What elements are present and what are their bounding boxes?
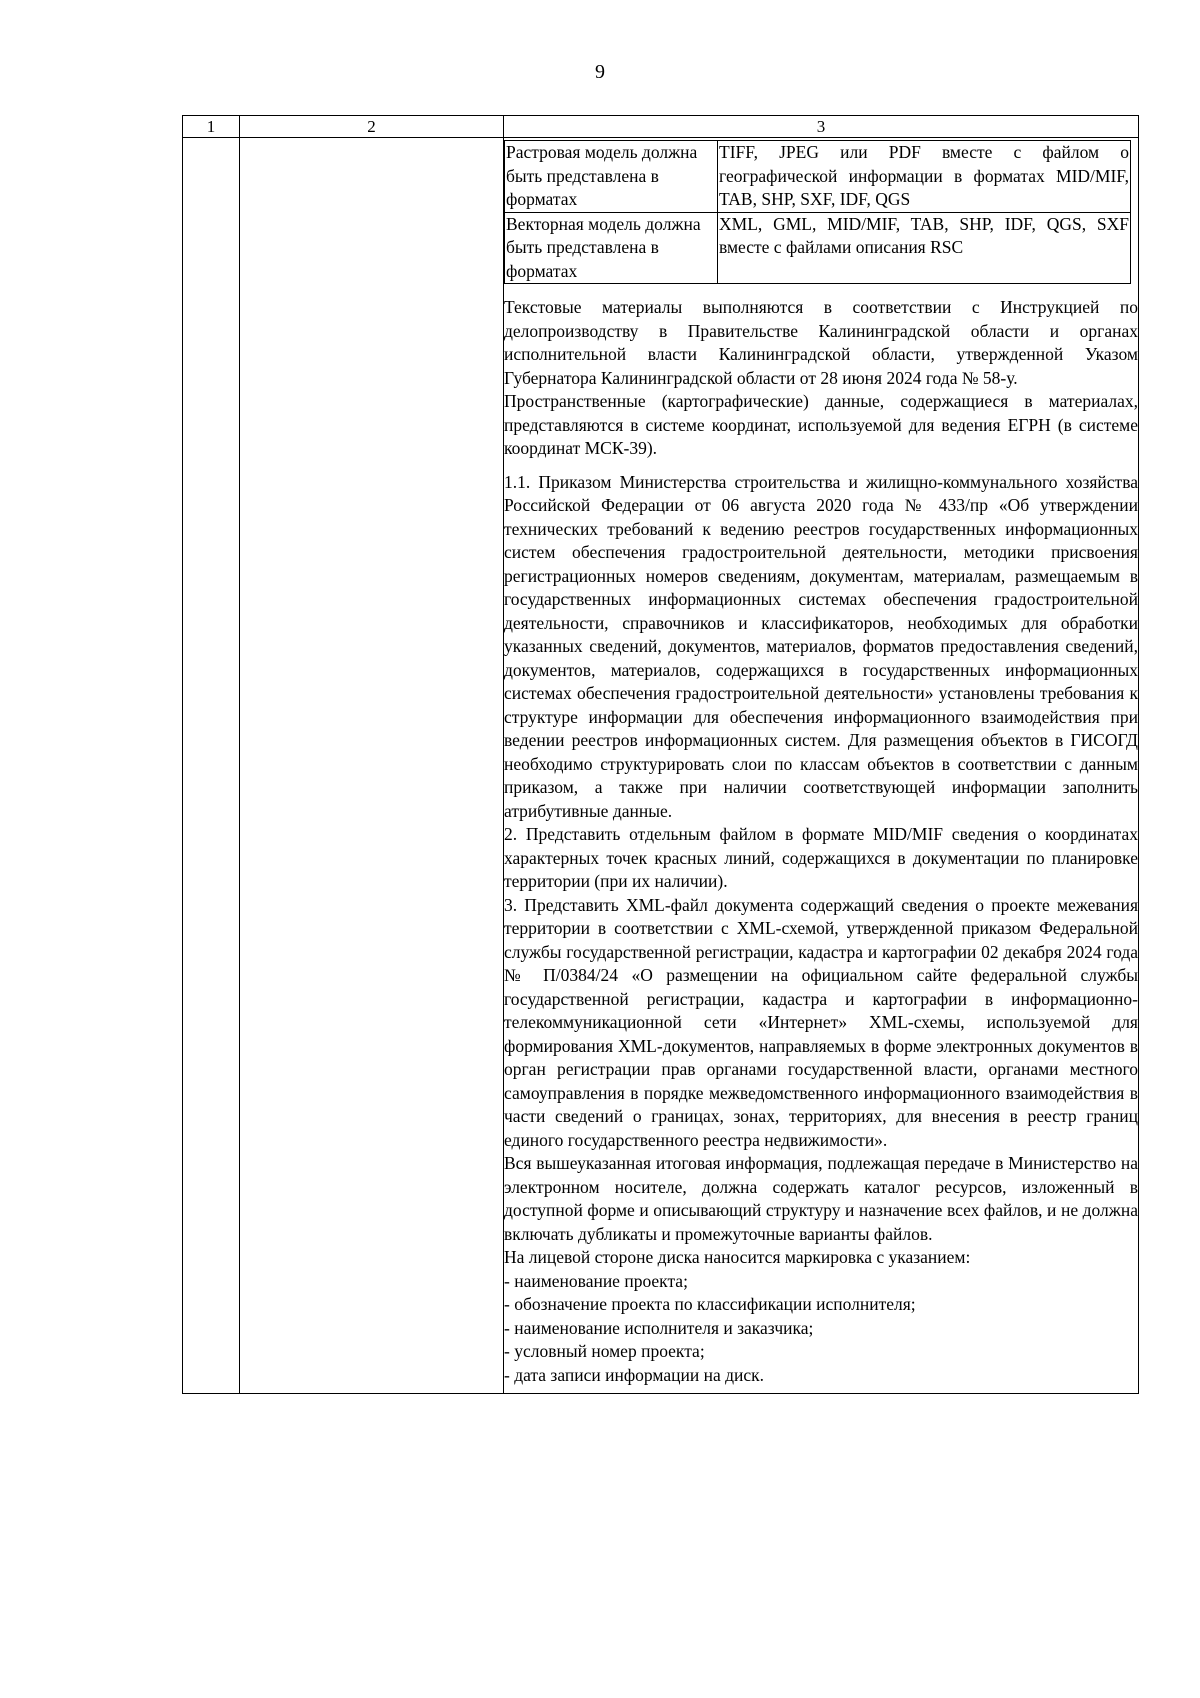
list-item: - дата записи информации на диск. bbox=[504, 1364, 765, 1385]
paragraph: Вся вышеуказанная итоговая информация, подлежащая передаче в Министерство на электронном носителе, должна содержать каталог ресурсов, изложенный в доступной форме и описывающий структуру и назначение всех файлов, и не должна включать дубликаты и промежуточные варианты файлов. bbox=[504, 1153, 1138, 1244]
paragraph: 2. Представить отдельным файлом в формате MID/MIF сведения о координатах характерных точек красных линий, содержащихся в документации по планировке территории (при их наличии). bbox=[504, 824, 1138, 891]
paragraph: Текстовые материалы выполняются в соответствии с Инструкцией по делопроизводству в Правительстве Калининградской области и органах исполнительной власти Калининградской области, утвержденной Указом Губернатора Калининградской области от 28 июня 2024 года № 58-у. bbox=[504, 297, 1138, 388]
table-body-row bbox=[183, 138, 1139, 1394]
formats-table bbox=[504, 140, 1131, 284]
vector-format-value: XML, GML, MID/MIF, TAB, SHP, IDF, QGS, SXF вместе с файлами описания RSC bbox=[718, 212, 1131, 284]
formats-row-vector bbox=[505, 212, 1131, 284]
list-item: - наименование исполнителя и заказчика; bbox=[504, 1317, 814, 1338]
paragraph: На лицевой стороне диска наносится маркировка с указанием: bbox=[504, 1247, 971, 1267]
requirements-table bbox=[182, 115, 1139, 1394]
header-col-1: 1 bbox=[183, 116, 240, 138]
list-item: - условный номер проекта; bbox=[504, 1341, 705, 1361]
table-header-row bbox=[183, 116, 1139, 138]
raster-format-value: TIFF, JPEG или PDF вместе с файлом о географической информации в форматах MID/MIF, TAB, SHP, SXF, IDF, QGS bbox=[718, 141, 1131, 213]
page-number: 9 bbox=[595, 61, 605, 83]
paragraph: 1.1. Приказом Министерства строительства и жилищно-коммунального хозяйства Российской Федерации от 06 августа 2020 года № 433/пр «Об утверждении технических требований к ведению реестров государственных информационных систем обеспечения градостроительной деятельности, методики присвоения регистрационных номеров сведениям, документам, материалам, размещаемым в государственных информационных системах обеспечения градостроительной деятельности, справочников и классификаторов, необходимых для обработки указанных сведений, документов, материалов, форматов предоставления сведений, документов, материалов, содержащихся в государственных информационных системах обеспечения градостроительной деятельности» установлены требования к структуре информации для обеспечения информационного взаимодействия при ведении реестров информационных систем. Для размещения объектов в ГИСОГД необходимо структурировать слои по классам объектов в соответствии с данным приказом, а также при наличии соответствующей информации заполнить атрибутивные данные. bbox=[504, 471, 1138, 821]
list-item: - наименование проекта; bbox=[504, 1270, 688, 1291]
cell-bottom-spacing bbox=[504, 1387, 1138, 1393]
raster-format-label: Растровая модель должна быть представлена в форматах bbox=[505, 141, 718, 213]
vector-format-label: Векторная модель должна быть представлена в форматах bbox=[505, 212, 718, 284]
body-col-2 bbox=[240, 138, 504, 1394]
body-col-1 bbox=[183, 138, 240, 1394]
header-col-3: 3 bbox=[504, 116, 1139, 138]
formats-row-raster bbox=[505, 141, 1131, 213]
requirements-block bbox=[504, 471, 1138, 1388]
body-col-3 bbox=[504, 138, 1139, 1394]
paragraph: Пространственные (картографические) данные, содержащиеся в материалах, представляются в системе координат, используемой для ведения ЕГРН (в системе координат МСК-39). bbox=[504, 391, 1138, 458]
list-item: - обозначение проекта по классификации исполнителя; bbox=[504, 1294, 916, 1314]
paragraph: 3. Представить XML-файл документа содержащий сведения о проекте межевания территории в соответствии с XML-схемой, утвержденной приказом Федеральной службы государственной регистрации, кадастра и картографии 02 декабря 2024 года № П/0384/24 «О размещении на официальном сайте федеральной службы государственной регистрации, кадастра и картографии в информационно-телекоммуникационной сети «Интернет» XML-схемы, используемой для формирования XML-документов, направляемых в форме электронных документов в орган регистрации прав органами государственной власти, органами местного самоуправления в порядке межведомственного информационного взаимодействия в части сведений о границах, зонах, территориях, для внесения в реестр границ единого государственного реестра недвижимости». bbox=[504, 894, 1138, 1150]
text-materials-block bbox=[504, 296, 1138, 461]
header-col-2: 2 bbox=[240, 116, 504, 138]
